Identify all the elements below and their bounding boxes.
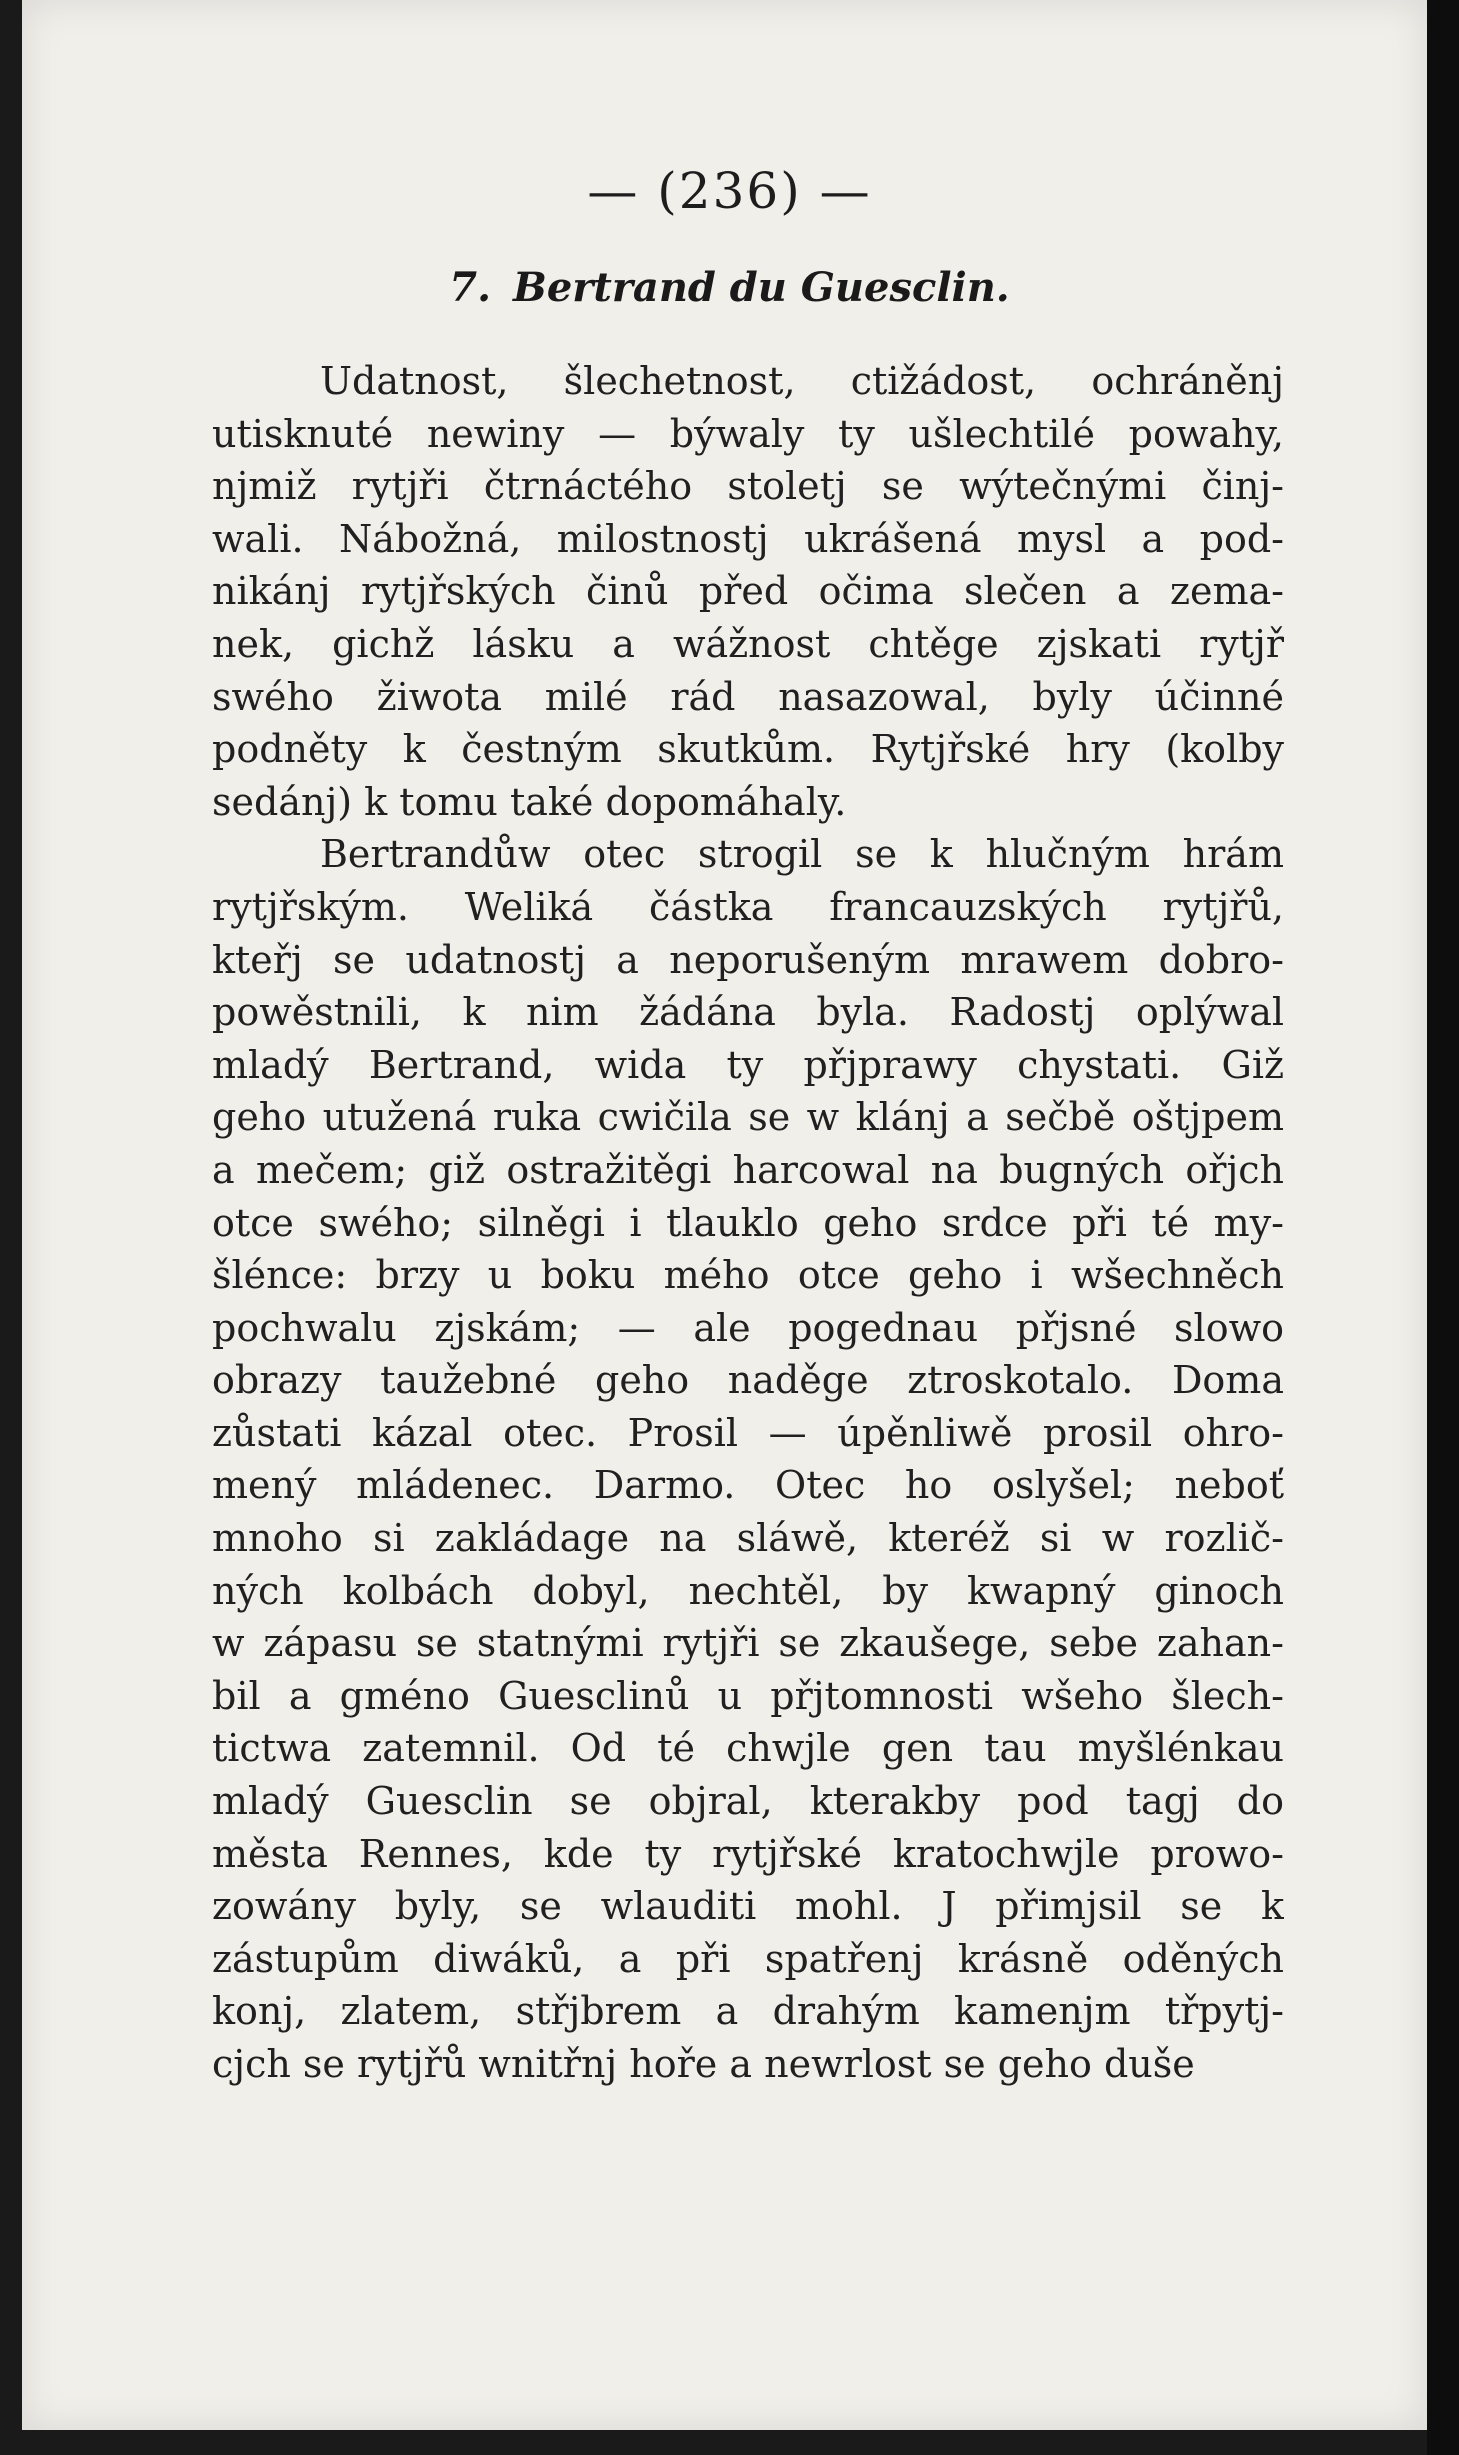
text-line: města Rennes, kde ty rytjřské kratochwjle prowo- [212, 1831, 1284, 1876]
text-line: njmiž rytjři čtrnáctého stoletj se wýtečnými činj- [212, 464, 1284, 509]
text-line: wali. Nábožná, milostnostj ukrášená mysl a pod- [212, 516, 1284, 561]
text-line: w zápasu se statnými rytjři se zkaušege, sebe zahan- [212, 1621, 1284, 1666]
text-line: tictwa zatemnil. Od té chwjle gen tau myšlénkau [212, 1726, 1284, 1771]
text-line: bil a gméno Guesclinů u přjtomnosti wšeho šlech- [212, 1673, 1284, 1718]
text-line: mený mládenec. Darmo. Otec ho oslyšel; neboť [212, 1463, 1284, 1508]
text-line: rytjřským. Weliká částka francauzských rytjřů, [212, 884, 1284, 929]
page-edge-shadow [1427, 0, 1459, 2455]
section-number: 7. [449, 264, 492, 311]
text-line: obrazy taužebné geho naděge ztroskotalo. Doma [212, 1358, 1284, 1403]
paragraph [212, 828, 1284, 2090]
text-line: mnoho si zakládage na sláwě, kteréž si w rozlič- [212, 1516, 1284, 1561]
text-line: geho utužená ruka cwičila se w klánj a sečbě oštjpem [212, 1095, 1284, 1140]
section-title: Bertrand du Guesclin. [513, 264, 1010, 311]
paragraph [212, 355, 1284, 828]
body-text [212, 355, 1284, 2091]
text-line: mladý Guesclin se objral, kterakby pod tagj do [212, 1779, 1284, 1824]
text-line: zástupům diwáků, a při spatřenj krásně oděných [212, 1936, 1284, 1981]
text-line: pochwalu zjskám; — ale pogednau přjsné slowo [212, 1305, 1284, 1350]
text-line: cjch se rytjřů wnitřnj hoře a newrlost se geho duše [212, 2042, 1195, 2086]
text-line: nek, gichž lásku a wážnost chtěge zjskati rytjř [212, 621, 1284, 666]
section-heading [0, 264, 1459, 311]
text-line: podněty k čestným skutkům. Rytjřské hry (kolby [212, 727, 1284, 772]
text-line: a mečem; giž ostražitěgi harcowal na bugných ořjch [212, 1147, 1284, 1192]
text-line: Bertrandůw otec strogil se k hlučným hrám [320, 832, 1284, 877]
text-line: swého žiwota milé rád nasazowal, byly účinné [212, 674, 1284, 719]
text-line: zůstati kázal otec. Prosil — úpěnliwě prosil ohro- [212, 1410, 1284, 1455]
text-line: šlénce: brzy u boku mého otce geho i wšechněch [212, 1253, 1284, 1298]
text-line: Udatnost, šlechetnost, ctižádost, ochráněnj [320, 359, 1284, 403]
text-line: nikánj rytjřských činů před očima slečen a zema- [212, 569, 1284, 614]
text-line: otce swého; silněgi i tlauklo geho srdce při té my- [212, 1200, 1284, 1245]
text-line: zowány byly, se wlauditi mohl. J přimjsil se k [212, 1884, 1284, 1929]
text-line: utisknuté newiny — býwaly ty ušlechtilé powahy, [212, 411, 1284, 456]
text-line: sedánj) k tomu také dopomáhaly. [212, 779, 847, 824]
text-line: ných kolbách dobyl, nechtěl, by kwapný ginoch [212, 1568, 1284, 1613]
text-line: konj, zlatem, střjbrem a drahým kamenjm třpytj- [212, 1989, 1284, 2034]
text-line: kteřj se udatnostj a neporušeným mrawem dobro- [212, 937, 1284, 982]
text-line: powěstnili, k nim žádána byla. Radostj oplýwal [212, 990, 1284, 1035]
text-line: mladý Bertrand, wida ty přjprawy chystati. Giž [212, 1042, 1284, 1087]
page-number: — (236) — [587, 162, 872, 220]
